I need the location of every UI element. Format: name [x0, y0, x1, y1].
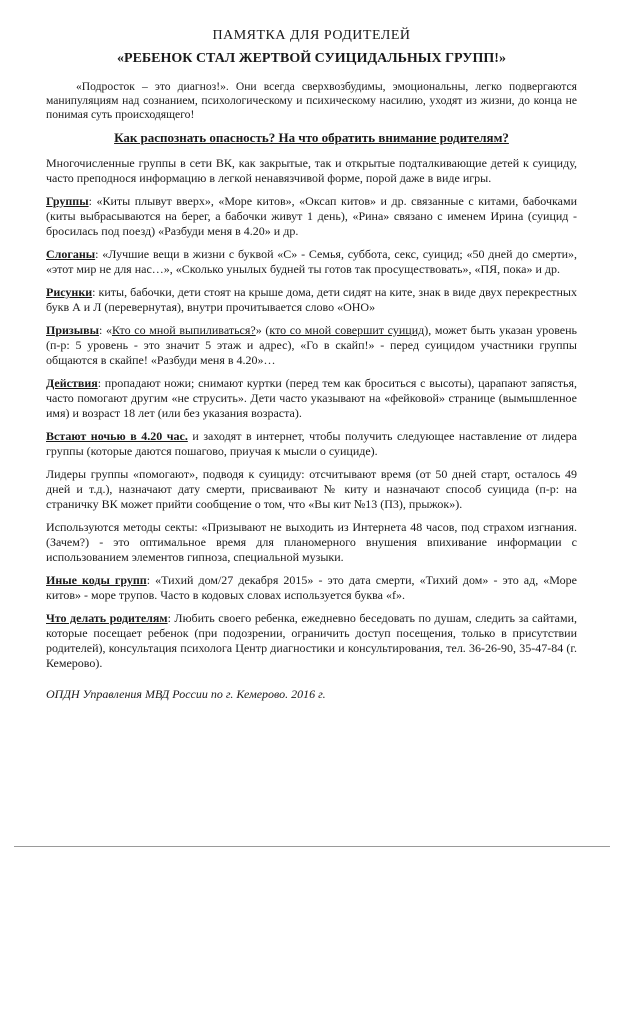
night-text: и заходят в интернет, чтобы получить следующее наставление от лидера группы (которые даются пошагово, приучая к мысли о суициде). — [46, 429, 577, 458]
calls-text: ), может быть указан уровень (п-р: 5 уровень - это значит 5 этаж и адрес), «Го в скайп!» - перед суицидом участники группы общаются в скайпе! «Разбуди меня в 4.20»… — [46, 323, 578, 367]
paragraph-leaders: Лидеры группы «помогают», подводя к суициду: отсчитывают время (от 50 дней старт, осталось 49 дней и т.д.), назначают дату смерти, присваивают № киту и назначают способ суицида (п-р: на страничку ВК может прийти сообщение о том, что «Вы кит №13 (П3), прыжок»). — [46, 467, 577, 511]
paragraph-slogans — [46, 247, 577, 277]
night-label: Встают ночью в 4.20 час. — [46, 429, 188, 443]
paragraph-calls — [46, 323, 577, 368]
groups-label: Группы — [46, 194, 89, 208]
slogans-text: : «Лучшие вещи в жизни с буквой «С» - Семья, суббота, секс, суицид; «50 дней до смерти», «этот мир не для нас…», «Сколько унылых будней ты готов так просуществовать», «ПЯ, пока» и др. — [46, 247, 577, 276]
section-heading: Как распознать опасность? На что обратить внимание родителям? — [114, 130, 509, 145]
actions-text: : пропадают ножи; снимают куртки (перед тем как броситься с высоты), царапают запястья, часто помогают другим «не струсить». Дети часто указывают на «фейковой» странице (вымышленное имя) и возраст 18 лет (или без указания возраста). — [46, 376, 577, 420]
todo-text: : Любить своего ребенка, ежедневно беседовать по душам, следить за сайтами, которые посещает ребенок (при подозрении, ограничить доступ посещения, только в присутствии родителей), консультация психолога Центр диагностики и консультирования, тел. 36-26-90, 35-47-84 (г. Кемерово). — [46, 611, 577, 670]
page-title: ПАМЯТКА ДЛЯ РОДИТЕЛЕЙ — [212, 28, 411, 43]
codes-text: : «Тихий дом/27 декабря 2015» - это дата смерти, «Тихий дом» - это ад, «Море китов» - море трупов. Часто в кодовых словах используется буква «f». — [46, 573, 577, 602]
page-subtitle: «РЕБЕНОК СТАЛ ЖЕРТВОЙ СУИЦИДАЛЬНЫХ ГРУПП!» — [117, 51, 506, 66]
paragraph-groups — [46, 194, 577, 239]
calls-mid: » ( — [255, 323, 270, 337]
calls-quote-1: Кто со мной выпиливаться? — [111, 323, 256, 337]
groups-text: : «Киты плывут вверх», «Море китов», «Оксап китов» и др. связанные с китами, бабочками (киты выбрасываются на берег, а бабочки живут 1 день), «Рина» связано с именем Ирина (суицид - бросилась под поезд) «Разбуди меня в 4.20» и др. — [46, 194, 577, 238]
drawings-label: Рисунки — [46, 285, 93, 299]
calls-quote-2: кто со мной совершит суицид — [269, 323, 425, 337]
calls-label: Призывы — [46, 323, 99, 337]
paragraph-codes — [46, 573, 577, 603]
paragraph-night — [46, 429, 577, 459]
paragraph-todo — [46, 611, 577, 671]
paragraph-actions — [46, 376, 577, 421]
todo-label: Что делать родителям — [46, 611, 168, 625]
slogans-label: Слоганы — [46, 247, 96, 261]
footer-signature: ОПДН Управления МВД России по г. Кемерово. 2016 г. — [46, 687, 326, 701]
calls-sep: : « — [98, 323, 112, 337]
drawings-text: : киты, бабочки, дети стоят на крыше дома, дети сидят на ките, знак в виде двух перекрестных букв А и Л (перевернутая), внутри прочитывается слово «ОНО» — [46, 285, 577, 314]
paragraph-methods: Используются методы секты: «Призывают не выходить из Интернета 48 часов, под страхом изгнания. (Зачем?) - это оптимальное время для планомерного внушения впихивание информации с использованием элементов гипноза, специальной музыки. — [46, 520, 577, 564]
paragraph-drawings — [46, 285, 577, 315]
bottom-divider — [14, 846, 610, 847]
paragraph-network: Многочисленные группы в сети ВК, как закрытые, так и открытые подталкивающие детей к суициду, часто преподнося информацию в легкой ненавязчивой форме, порой даже в виде игры. — [46, 156, 577, 185]
actions-label: Действия — [46, 376, 98, 390]
codes-label: Иные коды групп — [46, 573, 147, 587]
intro-paragraph: «Подросток – это диагноз!». Они всегда сверхвозбудимы, эмоциональны, легко подвергаются манипуляциям над сознанием, психологическому и психическому насилию, уходят из жизни, до конца не понимая суть происходящего! — [46, 80, 577, 121]
